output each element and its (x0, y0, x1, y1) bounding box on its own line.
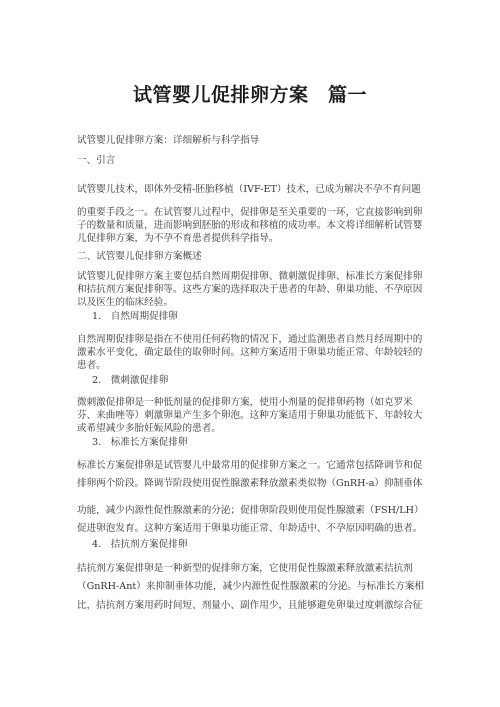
paragraph-line: 和拮抗剂方案促排卵等。这些方案的选择取决于患者的年龄、卵巢功能、不孕原因 (77, 284, 423, 295)
paragraph-line: 激素水平变化，确定最佳的取卵时间。这种方案适用于卵巢功能正常、年龄较轻的 (77, 347, 423, 358)
list-item-heading-natural-cycle: 1. 自然周期促排卵 (92, 311, 178, 322)
document-subtitle: 试管婴儿促排卵方案：详细解析与科学指导 (77, 135, 260, 146)
paragraph-line: 试管婴儿技术，即体外受精-胚胎移植（IVF-ET）技术，已成为解决不孕不育问题 (77, 184, 421, 195)
paragraph-line: 功能，减少内源性促性腺激素的分泌；促排卵阶段则使用促性腺激素（FSH/LH） (77, 505, 424, 516)
paragraph-line: 自然周期促排卵是指在不使用任何药物的情况下，通过监测患者自然月经周期中的 (77, 334, 423, 345)
paragraph-line: 或希望减少多胎妊娠风险的患者。 (77, 423, 221, 434)
paragraph-line: 以及医生的临床经验。 (77, 297, 173, 308)
paragraph-line: 促进卵泡发育。这种方案适用于卵巢功能正常、年龄适中、不孕原因明确的患者。 (77, 523, 423, 534)
document-title: 试管婴儿促排卵方案 篇一 (132, 84, 367, 106)
paragraph-line: 标准长方案促排卵是试管婴儿中最常用的促排卵方案之一。它通常包括降调节和促 (77, 460, 423, 471)
paragraph-line: 患者。 (77, 360, 106, 371)
paragraph-line: 芬、来曲唑等）刺激卵巢产生多个卵泡。这种方案适用于卵巢功能低下、年龄较大 (77, 410, 423, 421)
list-item-heading-standard-long: 3. 标准长方案促排卵 (92, 437, 188, 448)
paragraph-line: 拮抗剂方案促排卵是一种新型的促排卵方案，它使用促性腺激素释放激素拮抗剂 (77, 563, 413, 574)
list-item-heading-antagonist: 4. 拮抗剂方案促排卵 (92, 539, 188, 550)
section-heading-intro: 一、引言 (77, 155, 116, 166)
paragraph-line: 排卵两个阶段。降调节阶段使用促性腺激素释放激素类似物（GnRH-a）抑制垂体 (77, 478, 423, 489)
paragraph-line: 儿促排卵方案，为不孕不育患者提供科学指导。 (77, 233, 279, 244)
section-heading-overview: 二、试管婴儿促排卵方案概述 (77, 251, 202, 262)
paragraph-line: 微刺激促排卵是一种低剂量的促排卵方案，使用小剂量的促排卵药物（如克罗米 (77, 397, 413, 408)
paragraph-line: 子的数量和质量，进而影响到胚胎的形成和移植的成功率。本文将详细解析试管婴 (77, 220, 423, 231)
paragraph-line: 比，拮抗剂方案用药时间短、剂量小、副作用少，且能够避免卵巢过度刺激综合征 (77, 600, 423, 611)
paragraph-line: （GnRH-Ant）来抑制垂体功能，减少内源性促性腺激素的分泌。与标准长方案相 (77, 581, 425, 592)
paragraph-line: 试管婴儿促排卵方案主要包括自然周期促排卵、微刺激促排卵、标准长方案促排卵 (77, 271, 423, 282)
list-item-heading-micro-stimulation: 2. 微刺激促排卵 (92, 375, 169, 386)
paragraph-line: 的重要手段之一。在试管婴儿过程中，促排卵是至关重要的一环，它直接影响到卵 (77, 207, 423, 218)
